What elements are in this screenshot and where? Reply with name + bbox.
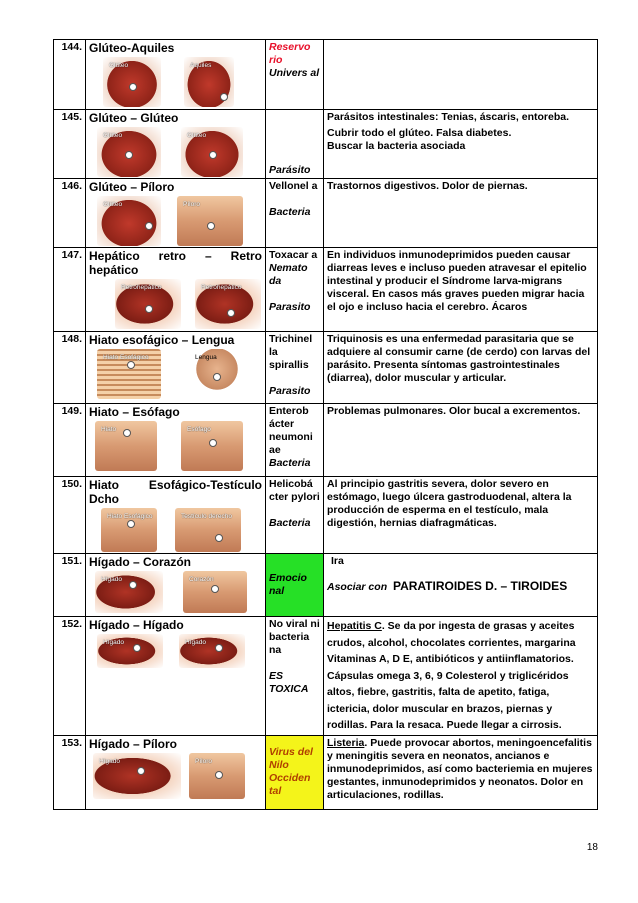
row-number: 147. <box>54 248 86 332</box>
organ-cell <box>86 110 266 179</box>
symptoms-cell: Problemas pulmonares. Olor bucal a excrementos. <box>324 404 598 477</box>
liver-image: Hígado <box>97 634 163 668</box>
table-row <box>54 735 598 809</box>
organ-cell: Hepático retro – Retro hepático Retrohepático Retrohepático <box>86 248 266 332</box>
organ-pair: Hígado – Corazón <box>89 555 192 569</box>
page-number: 18 <box>586 842 598 853</box>
tongue-image: Lengua <box>189 349 245 399</box>
table-row <box>54 40 598 110</box>
pylorus-image: Píloro <box>189 753 245 799</box>
row-number: 144. <box>54 40 86 110</box>
organ-pair: Hiato Esofágico-Testículo <box>89 478 262 492</box>
images <box>89 57 262 107</box>
table-row <box>54 248 598 332</box>
organ-cell <box>86 40 266 110</box>
organ-pair: Hiato esofágico – Lengua <box>89 333 235 347</box>
symptoms-cell: En individuos inmunodeprimidos pueden causar diarreas leves e incluso pueden atravesar el epitelio intestinal y producir el Síndrome larva-migrans visceral. En casos más graves pueden migrar hacia el ojo e incluso hacia el cerebro. Ácaros <box>324 248 598 332</box>
images <box>89 279 262 329</box>
symptoms-cell <box>324 40 598 110</box>
liver-image: Retrohepático <box>195 279 261 329</box>
symptoms-cell: Hepatitis C. Se da por ingesta de grasas y aceites crudos, alcohol, chocolates corrientes, margarina Vitaminas A, D E, antibióticos y antiinflamatorios. Cápsulas omega 3, 6, 9 Colesterol y triglicéridos altos, fiebre, gastritis, falta de apetito, fatiga, ictericia, dolor muscular en brazos, piernas y rodillas. Para la resaca. Puede llegar a cirrosis. <box>324 617 598 736</box>
organ-cell <box>86 617 266 736</box>
liver-image: Hígado <box>93 753 181 799</box>
row-number: 149. <box>54 404 86 477</box>
images <box>89 634 262 668</box>
agent-cell: Emocio nal <box>266 554 324 617</box>
organ-pair: Hígado – Hígado <box>89 618 184 632</box>
pylorus-image: Píloro <box>177 196 243 246</box>
symptoms-cell: Triquinosis es una enfermedad parasitaria que se adquiere al consumir carne (de cerdo) con larvas del parásito. Presenta síntomas gastrointestinales (diarrea), dolor muscular y articular. <box>324 332 598 404</box>
organ-pairs-table <box>53 39 598 810</box>
liver-image: Retrohepático <box>115 279 181 329</box>
organ-pair: Hígado – Píloro <box>89 736 178 751</box>
symptoms-cell: Parásitos intestinales: Tenias, áscaris, entoreba. Cubrir todo el glúteo. Falsa diabetes. Buscar la bacteria asociada <box>324 110 598 179</box>
table-row <box>54 477 598 554</box>
organ-cell <box>86 735 266 809</box>
table-row <box>54 617 598 736</box>
liver-image: Hígado <box>179 634 245 668</box>
table-row <box>54 332 598 404</box>
row-number: 145. <box>54 110 86 179</box>
table-row <box>54 404 598 477</box>
images <box>89 196 262 246</box>
organ-pair: Hepático retro – Retro <box>89 249 262 263</box>
table-row <box>54 110 598 179</box>
organ-pair: Glúteo-Aquiles <box>89 41 175 55</box>
organ-pair: Glúteo – Píloro <box>89 180 175 194</box>
liver-image: Hígado <box>95 571 163 613</box>
symptoms-cell: Trastornos digestivos. Dolor de piernas. <box>324 179 598 248</box>
organ-cell <box>86 179 266 248</box>
organ-cell: Hiato Esofágico-Testículo Dcho Hiato Esofágico Testículo derecho <box>86 477 266 554</box>
esophagus-image: Esófago <box>181 421 243 471</box>
gluteus-image: Glúteo <box>97 196 161 246</box>
images <box>89 349 262 399</box>
images <box>89 753 262 799</box>
organ-cell <box>86 332 266 404</box>
organ-pair: Glúteo – Glúteo <box>89 111 179 125</box>
row-number: 148. <box>54 332 86 404</box>
agent-cell: Parásito <box>266 110 324 179</box>
hiatus-image: Hiato <box>95 421 157 471</box>
symptoms-cell: Listeria. Puede provocar abortos, meningoencefalitis y meningitis severa en neonatos, ancianos e inmunodeprimidos, así como bacteriemia en mujeres gestantes, inmunodeprimidos y neonatos. Dolor en articulaciones, rodillas. <box>324 735 598 809</box>
organ-pair: Hiato – Esófago <box>89 405 180 419</box>
hiatus-image: Hiato Esofágico <box>101 508 157 552</box>
row-number: 146. <box>54 179 86 248</box>
row-number: 152. <box>54 617 86 736</box>
row-number: 150. <box>54 477 86 554</box>
symptoms-cell: Al principio gastritis severa, dolor severo en estómago, luego úlcera gastroduodenal, altera la producción de esperma en el testículo, mala digestión, hernias diafragmáticas. <box>324 477 598 554</box>
hiatus-image: Hiato Esofágico <box>97 349 161 399</box>
table-row <box>54 554 598 617</box>
images <box>89 508 262 552</box>
gluteus-image: Glúteo <box>181 127 243 177</box>
row-number: 153. <box>54 735 86 809</box>
gluteus-image: Glúteo <box>97 127 161 177</box>
row-number: 151. <box>54 554 86 617</box>
agent-cell: No viral ni bacteria na ES TOXICA <box>266 617 324 736</box>
achilles-image: Aquiles <box>184 57 234 107</box>
agent-cell: Toxacar a Nemato da Parasito <box>266 248 324 332</box>
organ-cell <box>86 554 266 617</box>
agent-cell: Enterob ácter neumoni ae Bacteria <box>266 404 324 477</box>
testicle-image: Testículo derecho <box>175 508 241 552</box>
organ-cell <box>86 404 266 477</box>
agent-cell: Virus del Nilo Occiden tal <box>266 735 324 809</box>
gluteus-image: Glúteo <box>103 57 161 107</box>
agent-cell: Vellonel a Bacteria <box>266 179 324 248</box>
images <box>89 421 262 471</box>
images <box>89 127 262 177</box>
agent-cell: Reservo rio Univers al <box>266 40 324 110</box>
symptoms-cell: Ira Asociar con PARATIROIDES D. – TIROIDES <box>324 554 598 617</box>
agent-cell: Trichinel la spirallis Parasito <box>266 332 324 404</box>
images <box>89 571 262 613</box>
heart-image: Corazón <box>183 571 247 613</box>
agent-cell: Helicobá cter pylori Bacteria <box>266 477 324 554</box>
table-row <box>54 179 598 248</box>
